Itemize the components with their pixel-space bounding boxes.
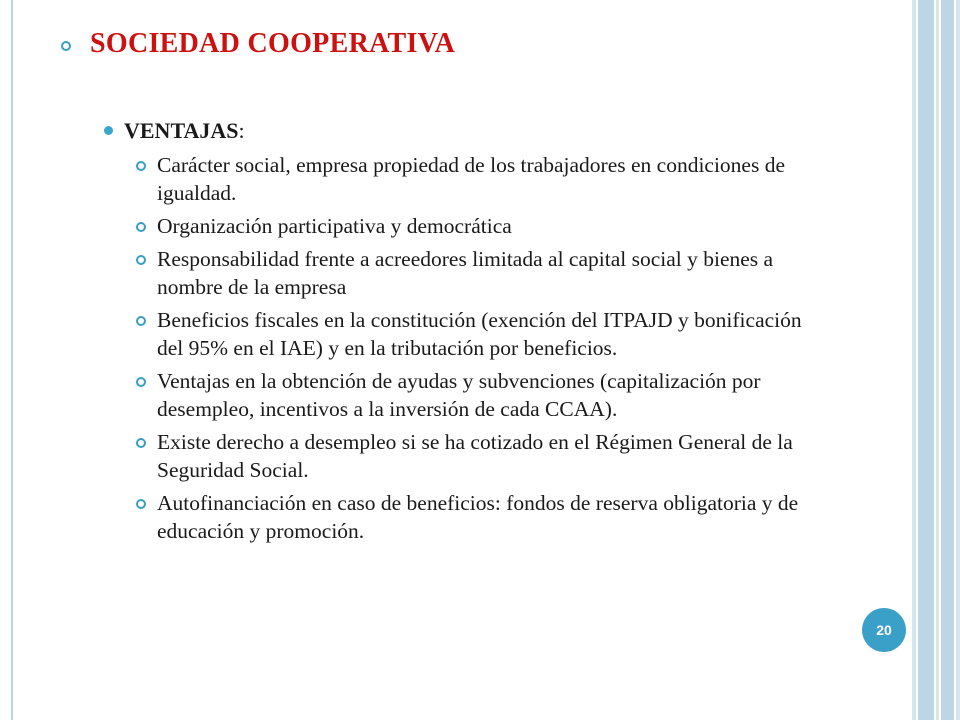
item-bullet-icon — [136, 222, 146, 232]
list-item-text: Beneficios fiscales en la constitución (exención del ITPAJD y bonificación del 95% en el IAE) y en la tributación por beneficios. — [157, 308, 802, 360]
list-item — [132, 428, 822, 484]
page-number-badge: 20 — [862, 608, 906, 652]
section-heading — [124, 118, 245, 144]
section-colon: : — [238, 118, 245, 143]
item-bullet-icon — [136, 499, 146, 509]
left-frame-line — [11, 0, 13, 720]
list-item — [132, 367, 822, 423]
item-bullet-icon — [136, 377, 146, 387]
item-bullet-icon — [136, 255, 146, 265]
list-item — [132, 212, 822, 240]
slide-title: SOCIEDAD COOPERATIVA — [90, 28, 456, 59]
list-item — [132, 489, 822, 545]
list-item — [132, 245, 822, 301]
section-label: VENTAJAS — [124, 118, 239, 143]
list-item-text: Autofinanciación en caso de beneficios: fondos de reserva obligatoria y de educación y promoción. — [157, 491, 799, 543]
list-item-text: Organización participativa y democrática — [157, 214, 512, 238]
item-bullet-icon — [136, 316, 146, 326]
list-item-text: Carácter social, empresa propiedad de los trabajadores en condiciones de igualdad. — [157, 153, 786, 205]
list-item — [132, 151, 822, 207]
list-item-text: Existe derecho a desempleo si se ha cotizado en el Régimen General de la Seguridad Social. — [157, 430, 793, 482]
title-bullet-icon — [61, 41, 71, 51]
list-item — [132, 306, 822, 362]
section-bullet-icon — [104, 126, 113, 135]
right-decorative-stripes — [912, 0, 960, 720]
list-item-text: Responsabilidad frente a acreedores limitada al capital social y bienes a nombre de la empresa — [157, 247, 774, 299]
item-bullet-icon — [136, 438, 146, 448]
list-item-text: Ventajas en la obtención de ayudas y subvenciones (capitalización por desempleo, incentivos a la inversión de cada CCAA). — [157, 369, 761, 421]
advantages-list — [132, 151, 822, 550]
item-bullet-icon — [136, 161, 146, 171]
